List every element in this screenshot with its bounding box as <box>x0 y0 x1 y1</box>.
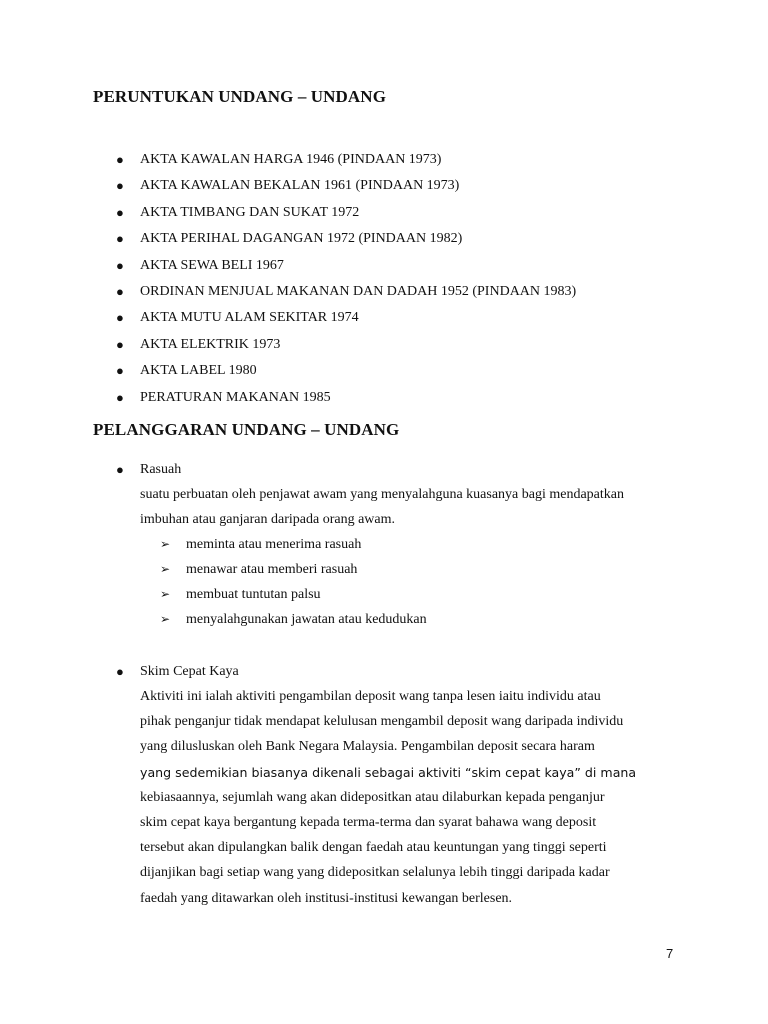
paragraph-line: suatu perbuatan oleh penjawat awam yang menyalahguna kuasanya bagi mendapatkan <box>140 487 624 502</box>
arrow-bullet-icon: ➢ <box>160 537 171 552</box>
list-item-text: menyalahgunakan jawatan atau kedudukan <box>186 612 427 628</box>
paragraph-line: yang dilusluskan oleh Bank Negara Malaysia. Pengambilan deposit secara haram <box>140 739 595 755</box>
list-item-text: PERATURAN MAKANAN 1985 <box>140 389 331 405</box>
list-item-text: AKTA KAWALAN HARGA 1946 (PINDAAN 1973) <box>140 152 442 167</box>
list-item-text: ORDINAN MENJUAL MAKANAN DAN DADAH 1952 (PINDAAN 1983) <box>140 283 577 299</box>
rasuah-subitems <box>160 532 693 632</box>
section-heading-peruntukan: PERUNTUKAN UNDANG – UNDANG <box>93 87 387 106</box>
bullet-icon: ● <box>116 283 124 299</box>
list-item <box>93 279 576 305</box>
list-item <box>93 226 576 252</box>
list-item-text: AKTA KAWALAN BEKALAN 1961 (PINDAAN 1973) <box>140 178 460 194</box>
list-item <box>93 253 576 279</box>
paragraph-line: imbuhan atau ganjaran daripada orang awam. <box>140 512 396 528</box>
rasuah-title: Rasuah <box>140 462 182 477</box>
paragraph-line: pihak penganjur tidak mendapat kelulusan mengambil deposit wang daripada individu <box>140 714 624 730</box>
list-item <box>160 607 693 632</box>
bullet-icon: ● <box>116 664 124 679</box>
bullet-icon: ● <box>116 152 124 167</box>
list-item-text: membuat tuntutan palsu <box>186 587 321 603</box>
list-item-text: AKTA PERIHAL DAGANGAN 1972 (PINDAAN 1982) <box>140 231 463 247</box>
arrow-bullet-icon: ➢ <box>160 562 171 577</box>
list-item <box>93 332 576 358</box>
arrow-bullet-icon: ➢ <box>160 587 171 602</box>
rasuah-section <box>93 458 693 632</box>
section-heading-pelanggaran: PELANGGARAN UNDANG – UNDANG <box>93 420 400 439</box>
list-item <box>93 173 576 199</box>
bullet-icon: ● <box>116 363 124 379</box>
bullet-icon: ● <box>116 336 124 352</box>
paragraph-line: Aktiviti ini ialah aktiviti pengambilan deposit wang tanpa lesen iaitu individu atau <box>140 689 601 704</box>
paragraph-line: tersebut akan dipulangkan balik dengan faedah atau keuntungan yang tinggi seperti <box>140 840 607 856</box>
list-item <box>93 305 576 331</box>
skim-title: Skim Cepat Kaya <box>140 664 239 679</box>
skim-item <box>93 660 693 684</box>
list-item-text: AKTA SEWA BELI 1967 <box>140 257 284 273</box>
list-item <box>93 358 576 384</box>
bullet-icon: ● <box>116 389 124 405</box>
list-item <box>93 200 576 226</box>
bullet-icon: ● <box>116 178 124 194</box>
rasuah-item <box>93 458 693 482</box>
list-item <box>93 385 576 411</box>
paragraph-line: yang sedemikian biasanya dikenali sebagai aktiviti “skim cepat kaya” di mana <box>140 764 637 780</box>
list-item-text: AKTA LABEL 1980 <box>140 363 257 379</box>
bullet-icon: ● <box>116 310 124 326</box>
bullet-icon: ● <box>116 257 124 273</box>
list-item <box>160 532 693 557</box>
paragraph-line: skim cepat kaya bergantung kepada terma-terma dan syarat bahawa wang deposit <box>140 814 597 830</box>
paragraph-line: dijanjikan bagi setiap wang yang didepositkan selalunya lebih tinggi daripada kadar <box>140 865 610 881</box>
bullet-icon: ● <box>116 204 124 220</box>
list-item-text: menawar atau memberi rasuah <box>186 562 358 578</box>
bullet-icon: ● <box>116 231 124 247</box>
skim-cepat-kaya-section <box>93 660 693 911</box>
list-item <box>93 147 576 173</box>
list-item-text: AKTA TIMBANG DAN SUKAT 1972 <box>140 204 360 220</box>
list-item-text: AKTA MUTU ALAM SEKITAR 1974 <box>140 310 359 326</box>
act-list <box>93 147 576 411</box>
rasuah-description <box>140 482 693 532</box>
arrow-bullet-icon: ➢ <box>160 612 171 627</box>
list-item <box>160 557 693 582</box>
skim-description <box>140 684 693 911</box>
bullet-icon: ● <box>116 462 124 477</box>
list-item-text: AKTA ELEKTRIK 1973 <box>140 336 281 352</box>
paragraph-line: faedah yang ditawarkan oleh institusi-institusi kewangan berlesen. <box>140 890 513 906</box>
list-item-text: meminta atau menerima rasuah <box>186 537 362 553</box>
paragraph-line: kebiasaannya, sejumlah wang akan didepositkan atau dilaburkan kepada penganjur <box>140 789 605 805</box>
page-number: 7 <box>666 946 674 961</box>
list-item <box>160 582 693 607</box>
